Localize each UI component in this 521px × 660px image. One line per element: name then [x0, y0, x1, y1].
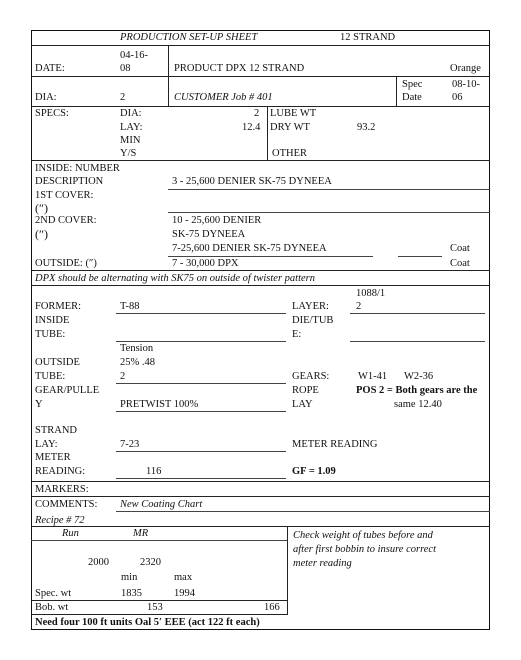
- comments-value: New Coating Chart: [120, 499, 203, 510]
- cover2-line2: SK-75 DYNEEA: [172, 229, 246, 240]
- markers-label: MARKERS:: [35, 484, 89, 495]
- specs-lay-value: 12.4: [242, 122, 261, 133]
- customer-field: CUSTOMER Job # 401: [174, 92, 273, 103]
- spec-date-line2: 06: [452, 92, 463, 103]
- min-label: min: [121, 572, 138, 583]
- spec-wt-max: 1994: [174, 588, 195, 599]
- rule: [116, 411, 286, 412]
- spec-wt-min: 1835: [121, 588, 142, 599]
- rule: [116, 478, 286, 479]
- run-value: 2000: [88, 557, 109, 568]
- outside-value: 7 - 30,000 DPX: [172, 258, 239, 269]
- rule: [116, 383, 286, 384]
- pulley-label2: Y: [35, 399, 43, 410]
- run-label: Run: [62, 528, 79, 539]
- color-value: Orange: [450, 63, 481, 74]
- rope-label2: LAY: [292, 399, 313, 410]
- inside-label: INSIDE: NUMBER: [35, 163, 120, 174]
- other-label: OTHER: [272, 148, 307, 159]
- machine-number: 1088/1: [356, 288, 386, 299]
- cover2-mark: (″): [35, 227, 48, 241]
- rule: [31, 496, 490, 497]
- dietube-label2: E:: [292, 329, 302, 340]
- rule: [31, 526, 490, 527]
- coat-blank: [398, 256, 442, 257]
- bob-wt-2: 166: [264, 602, 280, 613]
- specs-min-label: MIN: [120, 135, 141, 146]
- inside-value: 3 - 25,600 DENIER SK-75 DYNEEA: [172, 176, 332, 187]
- divider: [396, 76, 397, 107]
- cover2-label: 2ND COVER:: [35, 215, 97, 226]
- comments-label: COMMENTS:: [35, 499, 98, 510]
- footer-note: Need four 100 ft units Oal 5′ EEE (act 122 ft each): [35, 617, 260, 628]
- divider: [287, 526, 288, 615]
- gear-1: W1-41: [358, 371, 388, 382]
- rule: [31, 106, 490, 107]
- meter-label2: READING:: [35, 466, 86, 477]
- rule: [31, 160, 490, 161]
- gear-2: W2-36: [404, 371, 434, 382]
- divider: [267, 106, 268, 160]
- spec-date-line1: 08-10-: [452, 79, 480, 90]
- rule: [31, 76, 490, 77]
- strand-lay-value: 7-23: [120, 439, 140, 450]
- rule: [31, 481, 490, 482]
- rule: [31, 45, 490, 46]
- bob-wt-1: 153: [147, 602, 163, 613]
- inside-tube-label1: INSIDE: [35, 315, 70, 326]
- spec-wt-label: Spec. wt: [35, 588, 72, 599]
- strand-lay-label1: STRAND: [35, 425, 78, 436]
- dietube-label1: DIE/TUB: [292, 315, 334, 326]
- coat-label: Coat: [450, 258, 470, 269]
- check-note-line3: meter reading: [293, 558, 352, 569]
- rule: [116, 313, 286, 314]
- rule: [116, 511, 490, 512]
- check-note-line1: Check weight of tubes before and: [293, 530, 433, 541]
- lube-wt-label: LUBE WT: [270, 108, 317, 119]
- product-field: PRODUCT DPX 12 STRAND: [174, 63, 305, 74]
- rule: [31, 285, 490, 286]
- specs-lay-label: LAY:: [120, 122, 143, 133]
- meter-label1: METER: [35, 452, 71, 463]
- rope-label1: ROPE: [292, 385, 319, 396]
- strand-heading: 12 STRAND: [340, 32, 396, 43]
- description-label: DESCRIPTION: [35, 176, 104, 187]
- outside-tube-label2: TUBE:: [35, 371, 66, 382]
- spec-date-label: Date: [402, 92, 422, 103]
- strand-lay-label2: LAY:: [35, 439, 58, 450]
- tension-label: Tension: [120, 343, 154, 354]
- tension-value: 25% .48: [120, 357, 155, 368]
- former-value: T-88: [120, 301, 140, 312]
- cover2-line3: 7-25,600 DENIER SK-75 DYNEEA: [172, 243, 327, 254]
- rule: [350, 341, 485, 342]
- mr-label: MR: [133, 528, 149, 539]
- specs-label: SPECS:: [35, 108, 69, 119]
- rule: [31, 614, 288, 615]
- gf-value: GF = 1.09: [292, 466, 336, 477]
- rule: [116, 451, 286, 452]
- max-label: max: [174, 572, 193, 583]
- cover1-label: 1ST COVER:: [35, 190, 94, 201]
- dia-value: 2: [120, 92, 126, 103]
- pulley-label1: GEAR/PULLE: [35, 385, 100, 396]
- dia-label: DIA:: [35, 92, 57, 103]
- gears-label: GEARS:: [292, 371, 330, 382]
- date-label: DATE:: [35, 63, 65, 74]
- rule: [31, 540, 287, 541]
- rule: [350, 313, 485, 314]
- outside-tube-label1: OUTSIDE: [35, 357, 80, 368]
- pattern-note: DPX should be alternating with SK75 on outside of twister pattern: [35, 273, 315, 284]
- specs-dia-value: 2: [254, 108, 260, 119]
- inside-tube-label2: TUBE:: [35, 329, 66, 340]
- meter-value: 116: [146, 466, 162, 477]
- dry-wt-label: DRY WT: [270, 122, 310, 133]
- outside-tube-value: 2: [120, 371, 126, 382]
- meter-reading-heading: METER READING: [292, 439, 378, 450]
- cover2-line1: 10 - 25,600 DENIER: [172, 215, 262, 226]
- dry-wt-value: 93.2: [357, 122, 376, 133]
- recipe-number: Recipe # 72: [35, 515, 85, 526]
- former-label: FORMER:: [35, 301, 82, 312]
- spec-label: Spec: [402, 79, 423, 90]
- rule: [168, 189, 490, 190]
- pos-note: POS 2 = Both gears are the: [356, 385, 478, 396]
- rule: [31, 270, 490, 271]
- date-value-line2: 08: [120, 63, 131, 74]
- layer-value: 2: [356, 301, 362, 312]
- bob-wt-label: Bob. wt: [35, 602, 69, 613]
- check-note-line2: after first bobbin to insure correct: [293, 544, 437, 555]
- outside-label: OUTSIDE: (″): [35, 258, 97, 269]
- rule: [168, 212, 490, 213]
- layer-label: LAYER:: [292, 301, 329, 312]
- mr-value: 2320: [140, 557, 161, 568]
- pretwist-value: PRETWIST 100%: [120, 399, 199, 410]
- specs-dia-label: DIA:: [120, 108, 142, 119]
- coat-label: Coat: [450, 243, 470, 254]
- pos-note2: same 12.40: [394, 399, 442, 410]
- date-value-line1: 04-16-: [120, 50, 148, 61]
- form-title: PRODUCTION SET-UP SHEET: [120, 32, 258, 43]
- cover1-mark: (″): [35, 201, 48, 215]
- specs-ys-label: Y/S: [120, 148, 137, 159]
